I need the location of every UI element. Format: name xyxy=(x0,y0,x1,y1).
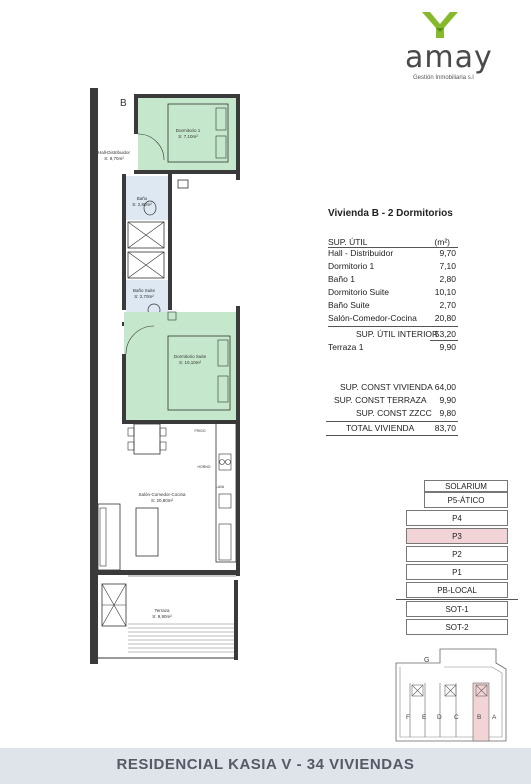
label-hall: Hall-Distribuidor xyxy=(97,150,131,155)
keyplan-letter-e: E xyxy=(422,714,427,721)
const-terraza-value: 9,90 xyxy=(439,395,456,405)
key-plan xyxy=(392,645,510,745)
label-bano-suite: Baño Suite xyxy=(132,288,156,293)
total-value: 83,70 xyxy=(434,423,456,433)
label-dormitorio-suite: Dormitorio Suite xyxy=(173,354,207,359)
row-value: 10,10 xyxy=(434,287,456,297)
floor-pb-local: PB-LOCAL xyxy=(406,582,508,598)
left-wall xyxy=(90,88,98,664)
const-zzcc-value: 9,80 xyxy=(439,408,456,418)
util-interior-label: SUP. ÚTIL INTERIOR xyxy=(356,329,439,339)
floor-p2: P2 xyxy=(406,546,508,562)
area-dormitorio-suite: S: 10,10m² xyxy=(178,360,202,365)
table-row xyxy=(328,274,456,286)
label-fridge: FRIGO xyxy=(194,429,206,433)
const-vivienda-row xyxy=(340,382,456,394)
keyplan-unit-b xyxy=(473,683,489,741)
area-terraza: S: 9,90m² xyxy=(152,614,172,619)
keyplan-letter-b: B xyxy=(477,714,482,721)
label-bano: Baño xyxy=(136,196,148,201)
area-salon: S: 20,80m² xyxy=(150,498,174,503)
total-row xyxy=(346,423,456,435)
util-rule xyxy=(430,340,458,341)
floor-solarium: SOLARIUM xyxy=(424,480,508,492)
label-terraza: Terraza xyxy=(154,608,170,613)
header-left: SUP. ÚTIL xyxy=(328,237,368,247)
row-value: 9,70 xyxy=(439,248,456,258)
row-value: 2,70 xyxy=(439,300,456,310)
floor-p4: P4 xyxy=(406,510,508,526)
row-label: Baño 1 xyxy=(328,274,355,284)
area-bano: S: 2,80m² xyxy=(132,202,152,207)
const-terraza-row xyxy=(334,395,456,407)
label-salon: Salón-Comedor-Cocina xyxy=(138,492,186,497)
floor-p1: P1 xyxy=(406,564,508,580)
total-rule xyxy=(326,421,458,422)
total-label: TOTAL VIVIENDA xyxy=(346,423,415,433)
table-row xyxy=(328,300,456,312)
header-right: (m²) xyxy=(434,237,450,247)
table-row xyxy=(328,248,456,260)
row-label: Baño Suite xyxy=(328,300,370,310)
terraza-row xyxy=(328,342,456,354)
row-label: Dormitorio Suite xyxy=(328,287,389,297)
room-salon xyxy=(98,424,236,570)
rows-rule xyxy=(328,326,458,327)
row-label: Dormitorio 1 xyxy=(328,261,375,271)
area-hall: S: 9,70m² xyxy=(104,156,124,161)
table-row xyxy=(328,261,456,273)
total-bottom-rule xyxy=(326,435,458,436)
row-value: 20,80 xyxy=(434,313,456,323)
keyplan-block-g: G xyxy=(424,657,430,664)
table-title: Vivienda B - 2 Dormitorios xyxy=(328,208,453,219)
row-value: 2,80 xyxy=(439,274,456,284)
keyplan-letter-f: F xyxy=(406,714,410,721)
row-value: 7,10 xyxy=(439,261,456,271)
keyplan-letter-d: D xyxy=(437,714,442,721)
floor-sot-2: SOT-2 xyxy=(406,619,508,635)
terraza-value: 9,90 xyxy=(439,342,456,352)
keyplan-letter-c: C xyxy=(454,714,459,721)
const-zzcc-row xyxy=(356,408,456,420)
unit-letter: B xyxy=(120,98,127,109)
amay-logo xyxy=(405,10,515,80)
logo-mark-icon xyxy=(420,10,460,40)
area-dormitorio-1: S: 7,10m² xyxy=(178,134,198,139)
logo-subtitle: Gestión Inmobiliaria s.l xyxy=(413,75,474,81)
floor-sot-1: SOT-1 xyxy=(406,601,508,617)
terraza-label: Terraza 1 xyxy=(328,342,364,352)
const-vivienda-value: 64,00 xyxy=(434,382,456,392)
ground-line xyxy=(396,599,518,600)
row-label: Salón-Comedor-Cocina xyxy=(328,313,417,323)
logo-wordmark: amay xyxy=(405,40,493,75)
table-row xyxy=(328,313,456,325)
row-label: Hall - Distribuidor xyxy=(328,248,394,258)
util-interior-value: 53,20 xyxy=(434,329,456,339)
label-washer: LAVA xyxy=(215,485,225,489)
area-bano-suite: S: 2,70m² xyxy=(134,294,154,299)
keyplan-letter-a: A xyxy=(492,714,497,721)
const-zzcc-label: SUP. CONST ZZCC xyxy=(356,408,432,418)
table-row xyxy=(328,287,456,299)
footer-banner: RESIDENCIAL KASIA V - 34 VIVIENDAS xyxy=(0,748,531,784)
const-vivienda-label: SUP. CONST VIVIENDA xyxy=(340,382,433,392)
label-dormitorio-1: Dormitorio 1 xyxy=(175,128,201,133)
label-oven: HORNO xyxy=(197,465,211,469)
floor-plan xyxy=(88,84,248,664)
floor-p5-atico: P5-ÁTICO xyxy=(424,492,508,508)
const-terraza-label: SUP. CONST TERRAZA xyxy=(334,395,427,405)
floor-p3-highlight: P3 xyxy=(406,528,508,544)
